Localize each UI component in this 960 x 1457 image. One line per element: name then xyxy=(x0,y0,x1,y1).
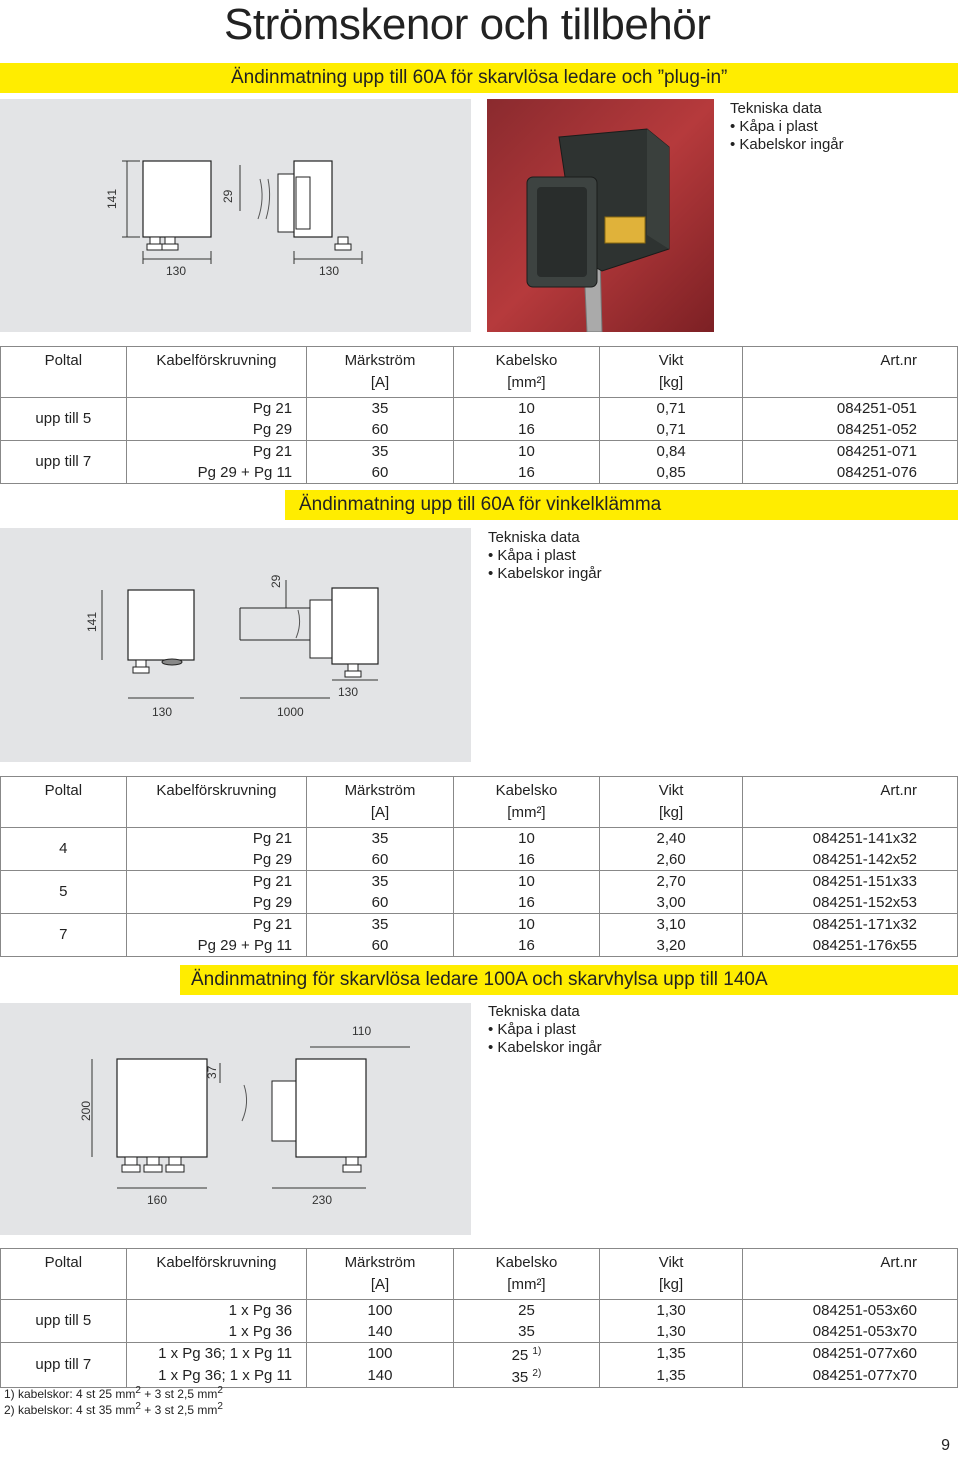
table-row: upp till 5 Pg 21 35 10 0,71 084251-051 xyxy=(1,398,958,420)
tech-item: • Kabelskor ingår xyxy=(488,565,602,582)
dim-37: 37 xyxy=(205,1065,219,1079)
tech-item: • Kåpa i plast xyxy=(488,547,576,564)
tech-item: • Kabelskor ingår xyxy=(730,136,844,153)
dim-141: 141 xyxy=(85,611,99,632)
table-row: upp till 7 Pg 21 35 10 0,84 084251-071 xyxy=(1,441,958,463)
poltal-cell: 5 xyxy=(1,871,127,914)
poltal-cell: upp till 7 xyxy=(35,1356,92,1373)
tech-item: • Kåpa i plast xyxy=(730,118,818,135)
tech-title: Tekniska data xyxy=(488,1003,580,1020)
footnote-1: 1) kabelskor: 4 st 25 $mm^2 + 3$ st 2,5 $mm^2$ xyxy=(4,1385,223,1401)
table-row: upp till 5 1 x Pg 36 100 25 1,30 084251-053x60 xyxy=(1,1300,958,1322)
col-kabelsko-unit: [mm²] xyxy=(453,372,599,398)
footnote-ref: 2) xyxy=(532,1368,542,1379)
page-title: Strömskenor och tillbehör xyxy=(224,0,711,49)
table-row: Pg 29 + Pg 11 60 16 0,85 084251-076 xyxy=(1,462,958,484)
dim-160: 160 xyxy=(147,1193,168,1207)
table-row: 5 Pg 21 35 10 2,70 084251-151x33 xyxy=(1,871,958,893)
col-kabelsko: Kabelsko xyxy=(453,347,599,373)
section-2-heading: Ändinmatning upp till 60A för vinkelklämma xyxy=(299,494,662,515)
footnote-2: 2) kabelskor: 4 st 35 $mm^2 + 3$ st 2,5 $mm^2$ xyxy=(4,1401,223,1417)
section-1-drawing xyxy=(0,99,471,332)
table-row: Pg 29 60 16 0,71 084251-052 xyxy=(1,419,958,441)
section-1-heading: Ändinmatning upp till 60A för skarvlösa ledare och ”plug-in” xyxy=(231,67,728,88)
col-kabelforskruvning: Kabelförskruvning xyxy=(126,347,306,373)
section-1-tech xyxy=(730,100,844,154)
col-poltal: Poltal xyxy=(44,352,83,369)
section-1-table xyxy=(0,346,958,484)
col-vikt-unit: [kg] xyxy=(599,372,742,398)
section-3-tech xyxy=(488,1003,602,1057)
poltal-cell: 4 xyxy=(1,828,127,871)
dim-130-b: 130 xyxy=(319,264,340,278)
section-3-drawing xyxy=(0,1003,471,1235)
table-row: upp till 7 1 x Pg 36; 1 x Pg 11 100 25 $^{1)}$ 1,35 084251-077x60 xyxy=(1,1343,958,1366)
col-markstrom-unit: [A] xyxy=(307,372,454,398)
table-row: 1 x Pg 36; 1 x Pg 11 140 35 $^{2)}$ 1,35 084251-077x70 xyxy=(1,1365,958,1388)
section-1-heading-band xyxy=(0,63,958,93)
tech-item: • Kabelskor ingår xyxy=(488,1039,602,1056)
section-2-table: Poltal Kabelförskruvning Märkström Kabelsko Vikt Art.nr [A] [mm²] [kg] 4 Pg 21 35 10 2,40 084251-141x32 Pg 29 60 16 2,60 084251-142x52 5 Pg 21 35 10 2,70 084251-151x33 Pg 29 60 16 3,00 084251-152x53 7 Pg 21 35 10 3,10 084251-171x32 Pg 29 + Pg 11 60 16 3,20 084251-176x55 xyxy=(0,776,958,957)
col-artnr: Art.nr xyxy=(743,347,958,373)
table-row: 1 x Pg 36 140 35 1,30 084251-053x70 xyxy=(1,1321,958,1343)
table-row: Pg 29 + Pg 11 60 16 3,20 084251-176x55 xyxy=(1,935,958,957)
dim-110: 110 xyxy=(352,1024,372,1038)
tech-title: Tekniska data xyxy=(730,100,822,117)
poltal-cell: 7 xyxy=(59,926,68,943)
table-row: 4 Pg 21 35 10 2,40 084251-141x32 xyxy=(1,828,958,850)
col-vikt: Vikt xyxy=(599,347,742,373)
dim-130-b: 130 xyxy=(338,685,359,699)
dim-1000: 1000 xyxy=(277,705,304,719)
product-photo xyxy=(487,99,714,332)
dim-130-a: 130 xyxy=(166,264,187,278)
dim-141: 141 xyxy=(105,188,119,209)
table-row: Pg 29 60 16 3,00 084251-152x53 xyxy=(1,892,958,914)
section-2-heading-band xyxy=(285,490,958,520)
footnote-ref: 1) xyxy=(532,1346,542,1357)
dim-130-a: 130 xyxy=(152,705,173,719)
page-number: 9 xyxy=(941,1437,950,1454)
table-row: 7 Pg 21 35 10 3,10 084251-171x32 xyxy=(1,914,958,936)
col-markstrom: Märkström xyxy=(307,347,454,373)
dim-29: 29 xyxy=(269,574,283,588)
dim-29: 29 xyxy=(221,189,235,203)
table-row: Pg 29 60 16 2,60 084251-142x52 xyxy=(1,849,958,871)
section-3-heading-band xyxy=(180,965,958,995)
poltal-cell: upp till 5 xyxy=(1,1300,127,1343)
tech-title: Tekniska data xyxy=(488,529,580,546)
poltal-cell: upp till 5 xyxy=(1,398,127,441)
tech-item: • Kåpa i plast xyxy=(488,1021,576,1038)
dim-230: 230 xyxy=(312,1193,333,1207)
section-2-tech xyxy=(488,529,602,583)
section-3-table: Poltal Kabelförskruvning Märkström Kabelsko Vikt Art.nr [A] [mm²] [kg] upp till 5 1 x Pg 36 100 25 1,30 084251-053x60 1 x Pg 36 140 35 1,30 084251-053x70 upp till 7 1 x Pg 36; 1 x Pg 11 100 25 $^{1)}$ 1,35 084251-077x60 1 x Pg 36; 1 x Pg 11 140 35 $^{2)}$ 1,35 084251-077x70 xyxy=(0,1248,958,1388)
section-2-drawing xyxy=(0,528,471,762)
dim-200: 200 xyxy=(79,1100,93,1121)
section-3-heading: Ändinmatning för skarvlösa ledare 100A och skarvhylsa upp till 140A xyxy=(191,969,768,990)
poltal-cell: upp till 7 xyxy=(35,453,92,470)
